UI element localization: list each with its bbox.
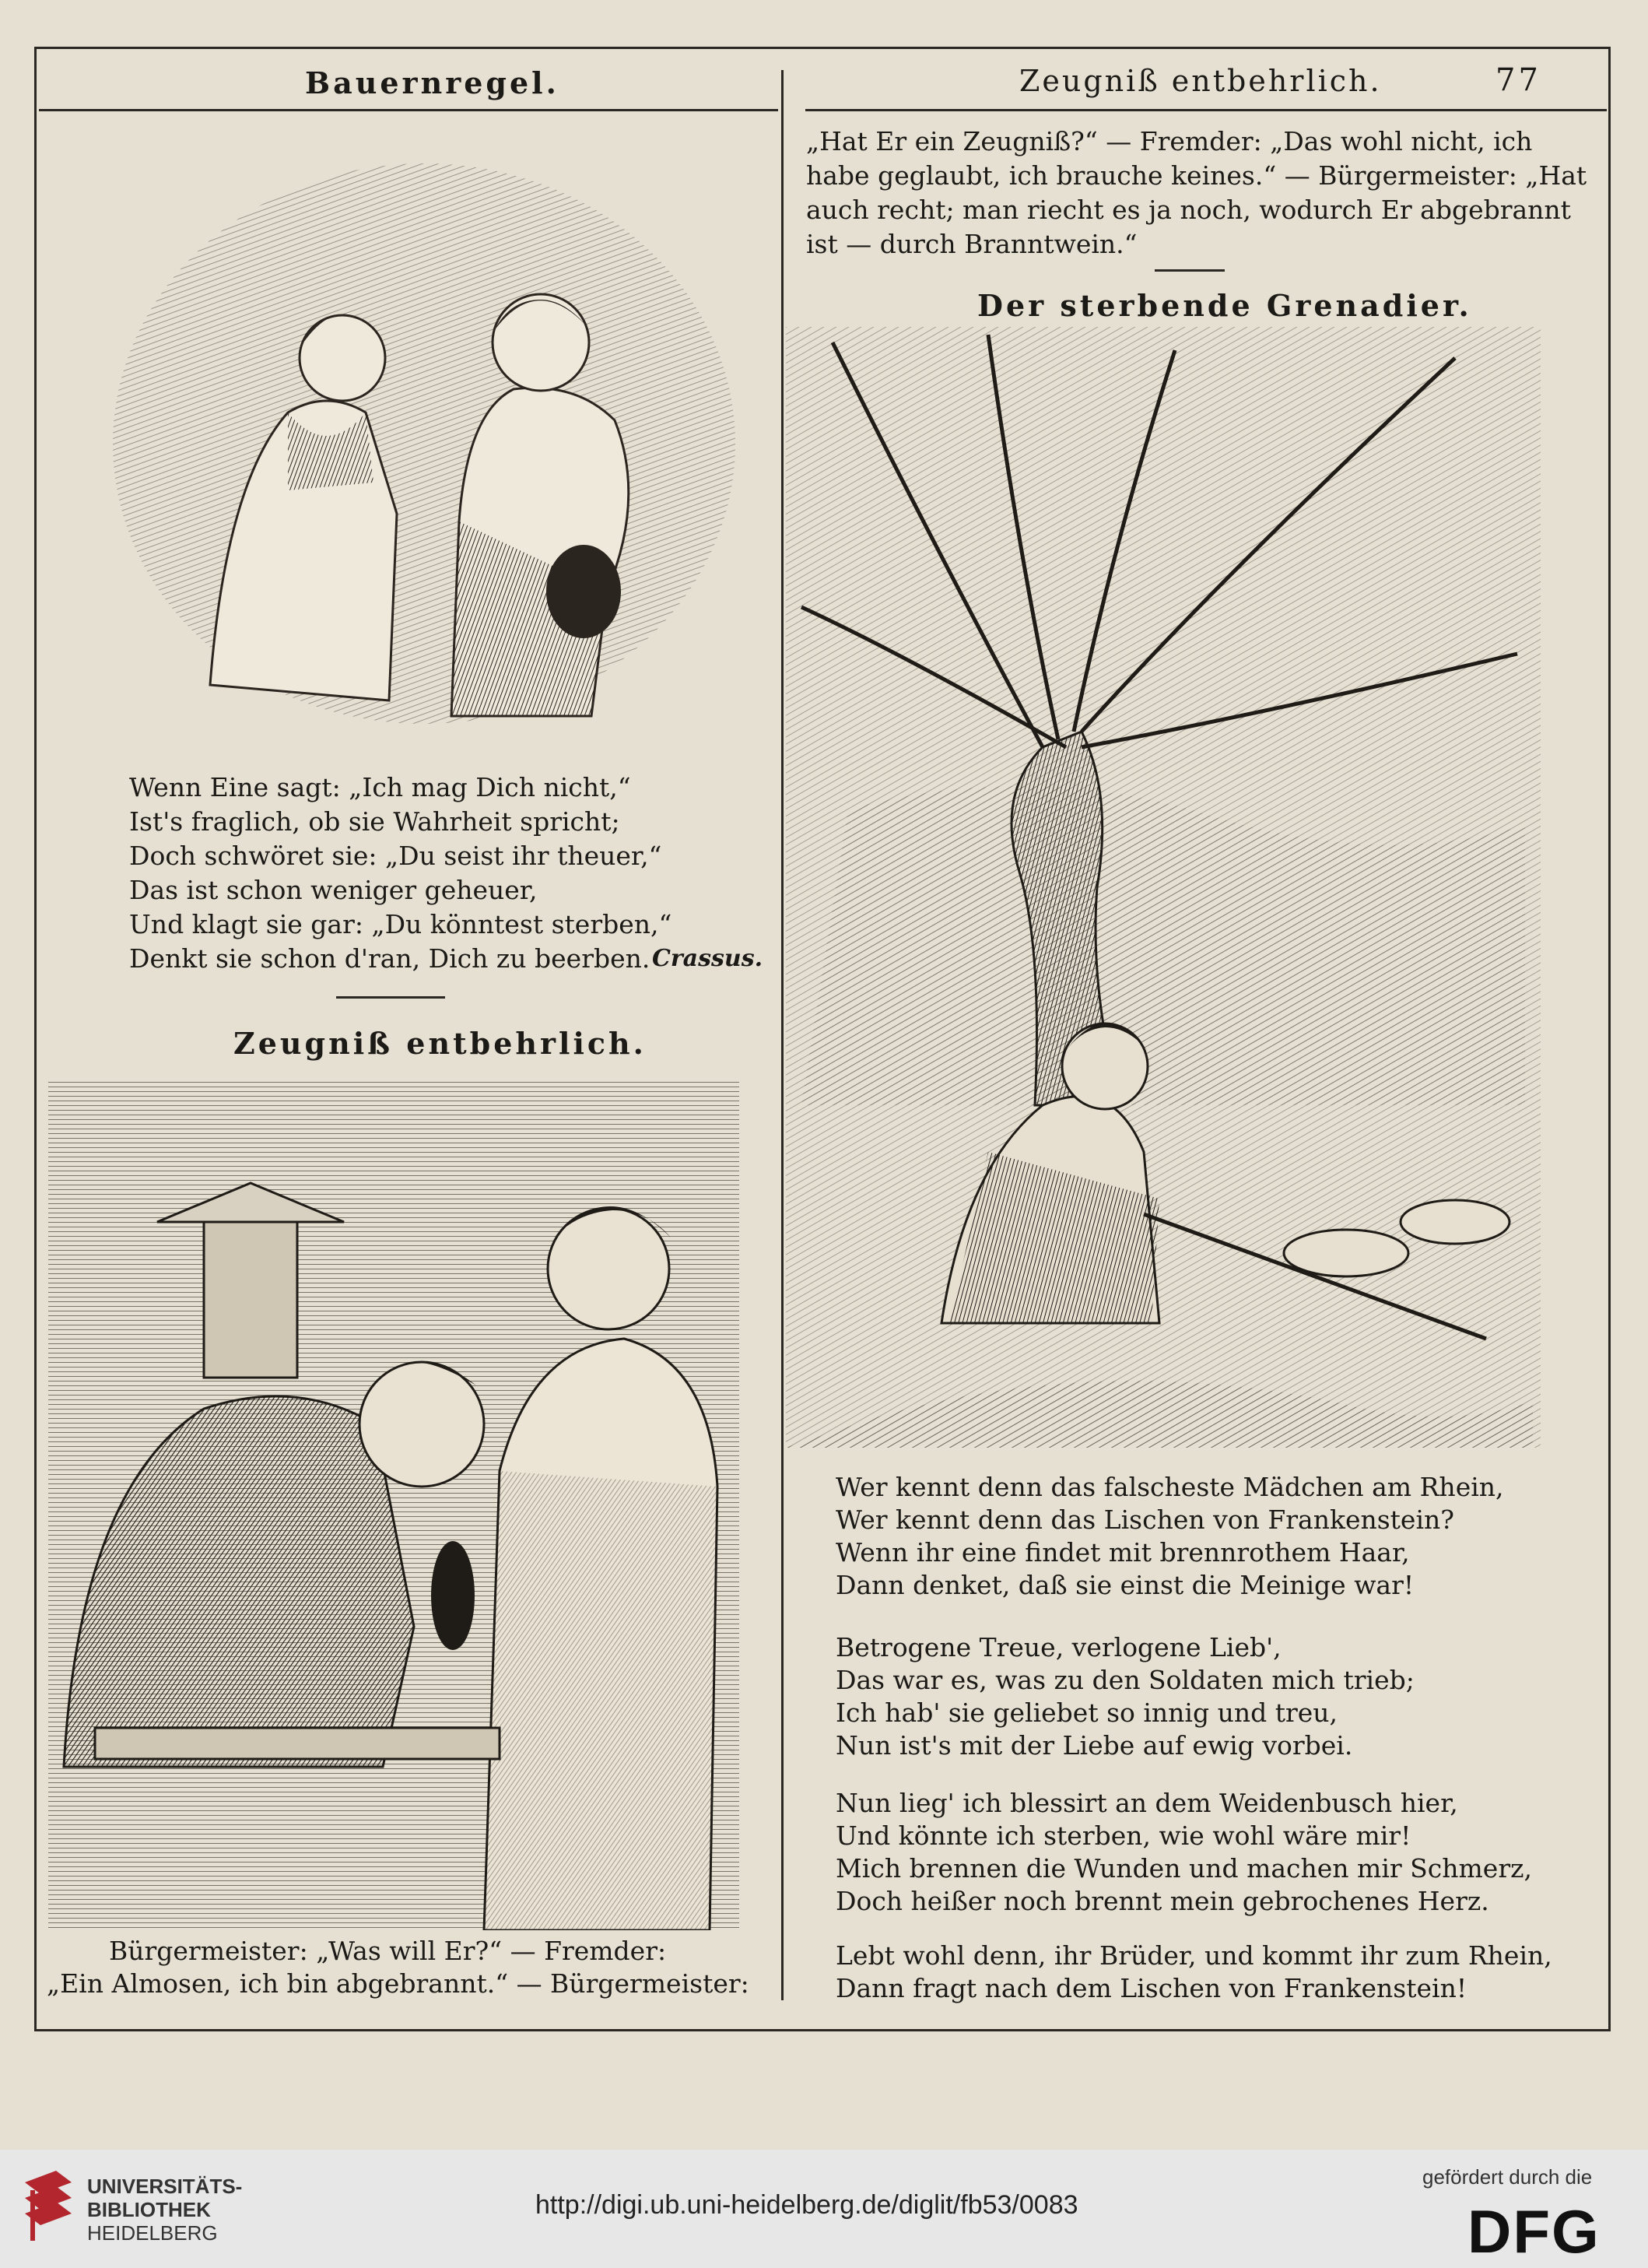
poem-line: Und könnte ich sterben, wie wohl wäre mir! <box>836 1820 1411 1851</box>
poem-bauernregel <box>129 771 671 976</box>
caption-line: ist — durch Branntwein.“ <box>806 229 1138 259</box>
poem-line: Nun lieg' ich blessirt an dem Weidenbusch hier, <box>836 1788 1458 1818</box>
illustration-dying-grenadier <box>786 327 1541 1448</box>
caption-line: habe geglaubt, ich brauche keines.“ — Bürgermeister: „Hat <box>806 160 1587 191</box>
poem-line: Ich hab' sie geliebet so innig und treu, <box>836 1697 1338 1728</box>
poem-line: Wer kennt denn das falscheste Mädchen am Rhein, <box>836 1472 1504 1502</box>
header-rule-left <box>39 109 778 111</box>
illustration-mayor-stranger <box>48 1082 739 1930</box>
page-url-link[interactable]: http://digi.ub.uni-heidelberg.de/diglit/fb53/0083 <box>535 2190 1078 2220</box>
poem-line: Wer kennt denn das Lischen von Frankenstein? <box>836 1504 1454 1535</box>
page-number: 77 <box>1495 62 1541 98</box>
poem-line: Doch schwöret sie: „Du seist ihr theuer,“ <box>129 841 662 871</box>
university-logo-icon <box>17 2167 79 2245</box>
poem-line: Wenn ihr eine findet mit brennrothem Haar, <box>836 1537 1410 1568</box>
section-title-grenadier: Der sterbende Grenadier. <box>977 288 1472 323</box>
caption-line: auch recht; man riecht es ja noch, wodurch Er abgebrannt <box>806 195 1571 225</box>
library-name <box>87 2175 242 2245</box>
dfg-logo: DFG <box>1467 2197 1601 2266</box>
poem-line: Doch heißer noch brennt mein gebrochenes Herz. <box>836 1886 1489 1916</box>
caption-line: Bürgermeister: „Was will Er?“ — Fremder: <box>109 1936 667 1966</box>
poem-stanza-4 <box>836 1940 1552 2005</box>
caption-zeugniss-left <box>47 1935 749 2000</box>
column-divider <box>781 70 784 2000</box>
poem-stanza-2 <box>836 1631 1415 1762</box>
section-rule <box>336 996 445 999</box>
author-signature: Crassus. <box>652 945 763 972</box>
running-header: Zeugniß entbehrlich. <box>1019 64 1382 98</box>
caption-zeugniss-right <box>806 125 1587 262</box>
funded-by-label: gefördert durch die <box>1422 2165 1593 2189</box>
poem-line: Wenn Eine sagt: „Ich mag Dich nicht,“ <box>129 772 631 802</box>
poem-line: Das war es, was zu den Soldaten mich trieb; <box>836 1665 1415 1695</box>
poem-line: Mich brennen die Wunden und machen mir Schmerz, <box>836 1853 1532 1884</box>
library-name-line: UNIVERSITÄTS- <box>87 2175 243 2198</box>
section-rule <box>1155 269 1225 272</box>
poem-line: Das ist schon weniger geheuer, <box>129 875 538 905</box>
caption-line: „Ein Almosen, ich bin abgebrannt.“ — Bürgermeister: <box>47 1968 749 1999</box>
section-title-zeugniss: Zeugniß entbehrlich. <box>233 1026 647 1061</box>
header-rule-right <box>805 109 1607 111</box>
poem-line: Lebt wohl denn, ihr Brüder, und kommt ihr zum Rhein, <box>836 1940 1552 1971</box>
section-title-bauernregel: Bauernregel. <box>305 65 559 100</box>
poem-line: Ist's fraglich, ob sie Wahrheit spricht; <box>129 806 620 837</box>
poem-stanza-3 <box>836 1787 1532 1918</box>
viewer-footer <box>0 2150 1648 2268</box>
library-name-line: BIBLIOTHEK <box>87 2198 211 2221</box>
poem-line: Und klagt sie gar: „Du könntest sterben,“ <box>129 909 672 939</box>
poem-line: Denkt sie schon d'ran, Dich zu beerben. <box>129 943 650 974</box>
poem-line: Dann denket, daß sie einst die Meinige war! <box>836 1570 1415 1600</box>
caption-line: „Hat Er ein Zeugniß?“ — Fremder: „Das wohl nicht, ich <box>806 126 1533 156</box>
poem-line: Dann fragt nach dem Lischen von Frankenstein! <box>836 1973 1467 2003</box>
library-name-line: HEIDELBERG <box>87 2221 218 2245</box>
illustration-couple <box>109 156 739 732</box>
poem-stanza-1 <box>836 1471 1504 1602</box>
poem-line: Nun ist's mit der Liebe auf ewig vorbei. <box>836 1730 1353 1761</box>
poem-line: Betrogene Treue, verlogene Lieb', <box>836 1632 1282 1662</box>
